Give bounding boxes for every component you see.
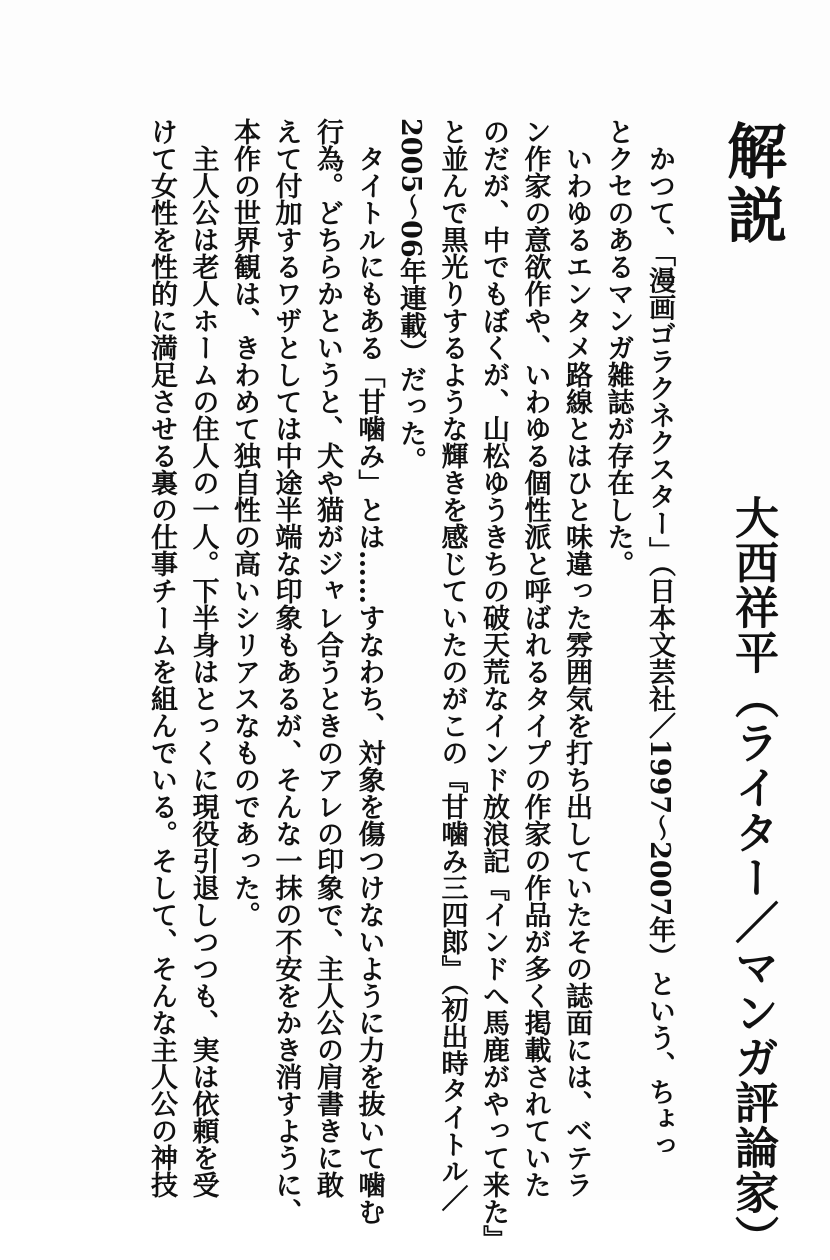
text-line: 2005〜06年連載）だった。 [395,118,426,474]
text-line: えて付加するワザとしては中途半端な印象もあるが、そんな一抹の不安をかき消すように、 [270,118,302,1225]
text-line: とクセのあるマンガ雑誌が存在した。 [602,118,634,577]
text-line: のだが、中でもぼくが、山松ゆうきちの破天荒なインド放浪記『インドへ馬鹿がやって来た』 [478,118,509,1252]
text-line: ン作家の意欲作や、いわゆる個性派と呼ばれるタイプの作家の作品が多く掲載されていた [519,118,551,1198]
text-line: かつて、「漫画ゴラクネクスター」（日本文芸社／1997〜2007年）という、ちょっ [644,118,675,1160]
author-credit: 大西祥平（ライター／マンガ評論家） [727,495,778,1260]
commentary-body [141,118,681,1252]
text-line: けて女性を性的に満足させる裏の仕事チームを組んでいる。そして、そんな主人公の神技 [146,118,177,1198]
text-line: 行為。どちらかというと、犬や猫がジャレ合うときのアレの印象で、主人公の肩書きに敢 [312,118,343,1198]
text-line: と並んで黒光りするような輝きを感じていたのがこの『甘噛み三四郎』（初出時タイトル／ [436,118,468,1212]
text-line: 主人公は老人ホームの住人の一人。下半身はとっくに現役引退しつつも、実は依頼を受 [187,118,219,1198]
text-line: タイトルにもある「甘噛み」とは……すなわち、対象を傷つけないように力を抜いて噛む [353,118,385,1225]
page-title: 解説 [717,120,787,248]
text-line: 本作の世界観は、きわめて独自性の高いシリアスなものであった。 [229,118,260,928]
text-line: いわゆるエンタメ路線とはひと味違った雰囲気を打ち出していたその誌面には、ベテラ [561,118,592,1198]
